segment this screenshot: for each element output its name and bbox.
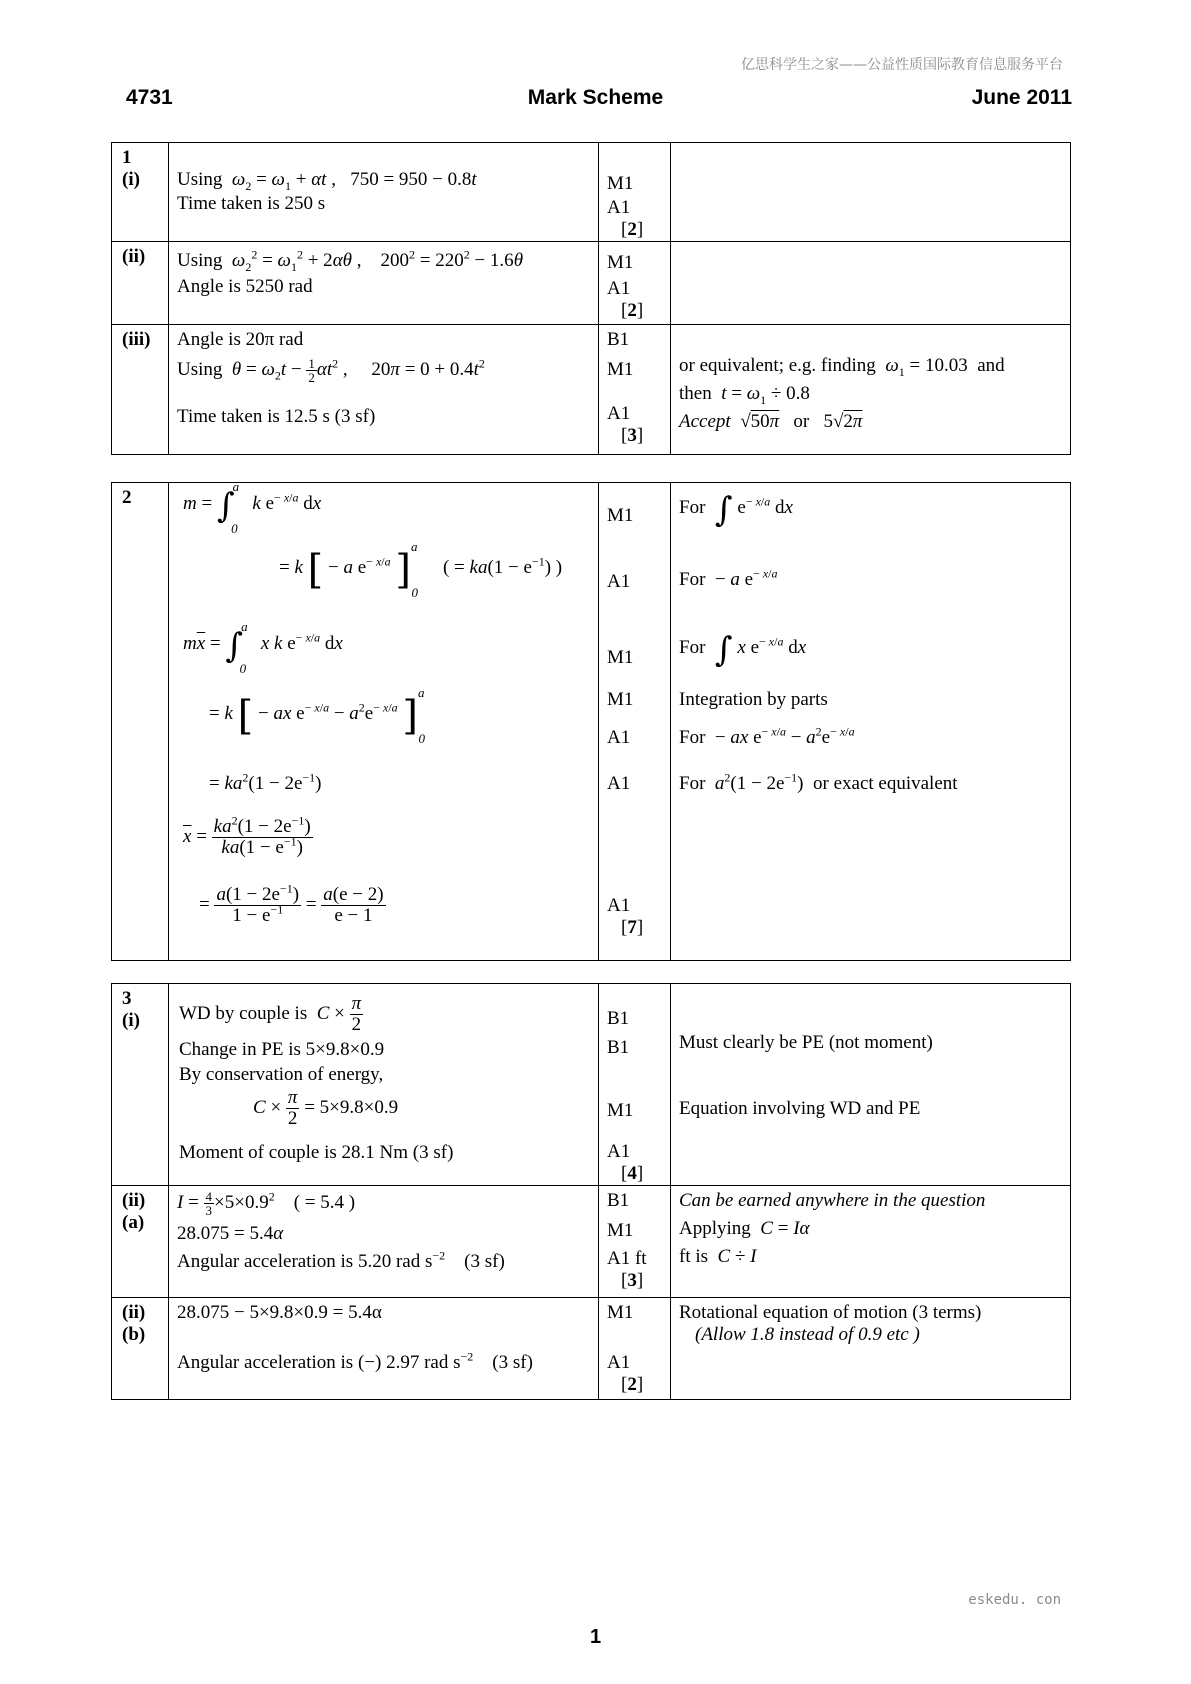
part-label: (ii) bbox=[122, 246, 146, 267]
guidance-note: Equation involving WD and PE bbox=[679, 1098, 921, 1119]
mark: B1 bbox=[607, 329, 630, 350]
part-label: (i) bbox=[122, 169, 140, 190]
question-number: 3 bbox=[122, 988, 132, 1009]
guidance-note: For $a^2(1 - 2e^{-1})$ or exact equivalent bbox=[679, 770, 958, 794]
working-line: WD by couple is C × $\frac{\pi}{2}$ bbox=[179, 993, 362, 1035]
working-line: Moment of couple is 28.1 Nm (3 sf) bbox=[179, 1142, 454, 1163]
q3-i-working bbox=[169, 984, 599, 1186]
q3-iib-marks bbox=[599, 1298, 671, 1400]
q1-label-cell bbox=[112, 143, 169, 242]
guidance-note: Applying C = Iα bbox=[679, 1218, 810, 1239]
math-by-parts: = k [ − ax $e^{- x/a} - a^2e^{- x/a}$ ]$^a_0$ bbox=[209, 685, 426, 746]
guidance-note: Accept √50π or 5√2π bbox=[679, 411, 863, 432]
working-line: Angular acceleration is 5.20 rad $s^{-2}$ (3 sf) bbox=[177, 1248, 505, 1272]
math-moment-integral: $m\overline{x} = \int^a_0$ x k $e^{- x/a}$ dx bbox=[183, 619, 343, 676]
q1-i-marks bbox=[599, 143, 671, 242]
mark: M1 bbox=[607, 505, 634, 526]
q2-marks bbox=[599, 483, 671, 961]
footer-site: eskedu. con bbox=[968, 1592, 1061, 1608]
mark: A1 bbox=[607, 571, 631, 592]
q1-ii-working bbox=[169, 242, 599, 325]
q3-i-marks bbox=[599, 984, 671, 1186]
mark: A1 bbox=[607, 197, 631, 218]
guidance-note: Must clearly be PE (not moment) bbox=[679, 1032, 933, 1053]
q3-iib-working bbox=[169, 1298, 599, 1400]
part-label: (iii) bbox=[122, 329, 151, 350]
guidance-note: Rotational equation of motion (3 terms) bbox=[679, 1302, 982, 1323]
mark: M1 bbox=[607, 252, 634, 273]
mark: M1 bbox=[607, 1302, 634, 1323]
math-moment-result: = $ka^2(1 - 2e^{-1})$ bbox=[209, 770, 322, 794]
working-line: Time taken is 12.5 s (3 sf) bbox=[177, 406, 376, 427]
sub-part-label: (a) bbox=[122, 1212, 145, 1233]
mark: A1 bbox=[607, 1141, 631, 1162]
page-title: Mark Scheme bbox=[527, 86, 664, 109]
mark-total: [4] bbox=[621, 1163, 644, 1184]
mark: B1 bbox=[607, 1037, 630, 1058]
q1-part-iii-row bbox=[112, 325, 1071, 455]
mark: A1 ft bbox=[607, 1248, 647, 1269]
working-line: Angular acceleration is (−) 2.97 rad $s^{-2}$ (3 sf) bbox=[177, 1349, 533, 1373]
mark: M1 bbox=[607, 359, 634, 380]
working-line: Using $\theta = \omega_2t$ − $\frac{1}{2}$ $\alpha t^2$ , $20\pi = 0 + 0.4t^2$ bbox=[177, 356, 485, 385]
guidance-note: For ∫ x $e^{- x/a}$ dx bbox=[679, 630, 807, 670]
part-label: (ii) bbox=[122, 1190, 146, 1211]
mark: B1 bbox=[607, 1190, 630, 1211]
question-1-table bbox=[111, 142, 1071, 455]
q1-iii-working bbox=[169, 325, 599, 455]
working-line: Angle is 5250 rad bbox=[177, 276, 313, 297]
q3-label-cell bbox=[112, 984, 169, 1186]
watermark: 亿思科学生之家——公益性质国际教育信息服务平台 bbox=[741, 57, 1063, 73]
math-xbar-result: = $\frac{a(1 - 2e^{-1})}{1 - e^{-1}}$ = $\frac{a(e - 2)}{e - 1}$ bbox=[199, 881, 384, 926]
q1-part-i-row bbox=[112, 143, 1071, 242]
q1-ii-notes bbox=[671, 242, 1071, 325]
working-line: Using $\omega_2^2 = \omega_1^2 + 2\alpha\theta$ , $200^2 = 220^2 - 1.6\theta$ bbox=[177, 247, 524, 274]
mark: A1 bbox=[607, 727, 631, 748]
guidance-note: For ∫ $e^{- x/a}$ dx bbox=[679, 490, 793, 530]
math-xbar-fraction: $\overline{x}$ = $\frac{ka^2(1 - 2e^{-1})}{ka(1 - e^{-1})}$ bbox=[183, 813, 311, 858]
mark: A1 bbox=[607, 278, 631, 299]
part-label: (i) bbox=[122, 1010, 140, 1031]
sub-part-label: (b) bbox=[122, 1324, 146, 1345]
mark-total: [7] bbox=[621, 917, 644, 938]
q3-iia-working bbox=[169, 1186, 599, 1298]
guidance-note: or equivalent; e.g. finding $\omega_1 = 10.03$ and bbox=[679, 355, 1005, 379]
q1-ii-marks bbox=[599, 242, 671, 325]
q1-i-working bbox=[169, 143, 599, 242]
q1-iii-marks bbox=[599, 325, 671, 455]
mark: M1 bbox=[607, 689, 634, 710]
q2-row bbox=[112, 483, 1071, 961]
question-3-table bbox=[111, 983, 1071, 1400]
mark: M1 bbox=[607, 1220, 634, 1241]
q1-i-notes bbox=[671, 143, 1071, 242]
page-number: 1 bbox=[589, 1626, 602, 1648]
guidance-note: Can be earned anywhere in the question bbox=[679, 1190, 986, 1211]
q3-iib-label-cell bbox=[112, 1298, 169, 1400]
working-line: Change in PE is 5×9.8×0.9 bbox=[179, 1039, 385, 1060]
q3-part-i-row bbox=[112, 984, 1071, 1186]
mark-total: [3] bbox=[621, 1270, 644, 1291]
guidance-note: (Allow 1.8 instead of 0.9 etc ) bbox=[695, 1324, 920, 1345]
question-2-table bbox=[111, 479, 1071, 961]
q3-part-iib-row bbox=[112, 1298, 1071, 1400]
guidance-note: ft is C ÷ I bbox=[679, 1246, 757, 1267]
q2-label-cell bbox=[112, 483, 169, 961]
working-line: I = $\frac{4}{3}$ $\times 5\times 0.9^2$ ( = 5.4 ) bbox=[177, 1189, 356, 1218]
mark: B1 bbox=[607, 1008, 630, 1029]
mark-total: [2] bbox=[621, 300, 644, 321]
guidance-note: For − ax $e^{- x/a} - a^2e^{- x/a}$ bbox=[679, 724, 855, 748]
q3-part-iia-row bbox=[112, 1186, 1071, 1298]
q3-iib-notes bbox=[671, 1298, 1071, 1400]
mark: A1 bbox=[607, 403, 631, 424]
working-line: Using $\omega_2 = \omega_1 + \alpha t$ , 750 = 950 − 0.8t bbox=[177, 169, 477, 193]
working-line: Angle is 20π rad bbox=[177, 329, 304, 350]
mark: M1 bbox=[607, 173, 634, 194]
q1-iii-label-cell bbox=[112, 325, 169, 455]
q3-iia-notes bbox=[671, 1186, 1071, 1298]
q1-ii-label-cell bbox=[112, 242, 169, 325]
q3-iia-marks bbox=[599, 1186, 671, 1298]
guidance-note: For − a $e^{- x/a}$ bbox=[679, 566, 778, 590]
q2-working bbox=[169, 479, 599, 961]
q3-i-notes bbox=[671, 984, 1071, 1186]
q1-iii-notes bbox=[671, 325, 1071, 455]
mark-total: [2] bbox=[621, 219, 644, 240]
q2-notes bbox=[671, 483, 1071, 961]
mark: M1 bbox=[607, 647, 634, 668]
math-mass-integral: m = ∫$^a_0$ k $e^{- x/a}$ dx bbox=[183, 479, 322, 536]
q3-iia-label-cell bbox=[112, 1186, 169, 1298]
mark: A1 bbox=[607, 1352, 631, 1373]
guidance-note: Integration by parts bbox=[679, 689, 828, 710]
working-line: By conservation of energy, bbox=[179, 1064, 384, 1085]
math-energy-equation: C × $\frac{\pi}{2}$ = 5×9.8×0.9 bbox=[253, 1087, 399, 1129]
guidance-note: then $t = \omega_1 \div 0.8$ bbox=[679, 383, 810, 407]
math-mass-result: = k [ − a $e^{- x/a}$ ]$^a_0$ ( = $ka(1 - e^{-1})$ ) bbox=[279, 539, 563, 600]
mark: M1 bbox=[607, 1100, 634, 1121]
question-number: 1 bbox=[122, 147, 132, 168]
part-label: (ii) bbox=[122, 1302, 146, 1323]
mark: A1 bbox=[607, 773, 631, 794]
working-line: Time taken is 250 s bbox=[177, 193, 326, 214]
paper-code: 4731 bbox=[126, 86, 173, 109]
mark: A1 bbox=[607, 895, 631, 916]
mark-total: [3] bbox=[621, 425, 644, 446]
working-line: 28.075 − 5×9.8×0.9 = 5.4α bbox=[177, 1302, 382, 1323]
q1-part-ii-row bbox=[112, 242, 1071, 325]
working-line: 28.075 = 5.4α bbox=[177, 1223, 284, 1244]
question-number: 2 bbox=[122, 487, 132, 508]
exam-session: June 2011 bbox=[971, 86, 1072, 109]
mark-total: [2] bbox=[621, 1374, 644, 1395]
